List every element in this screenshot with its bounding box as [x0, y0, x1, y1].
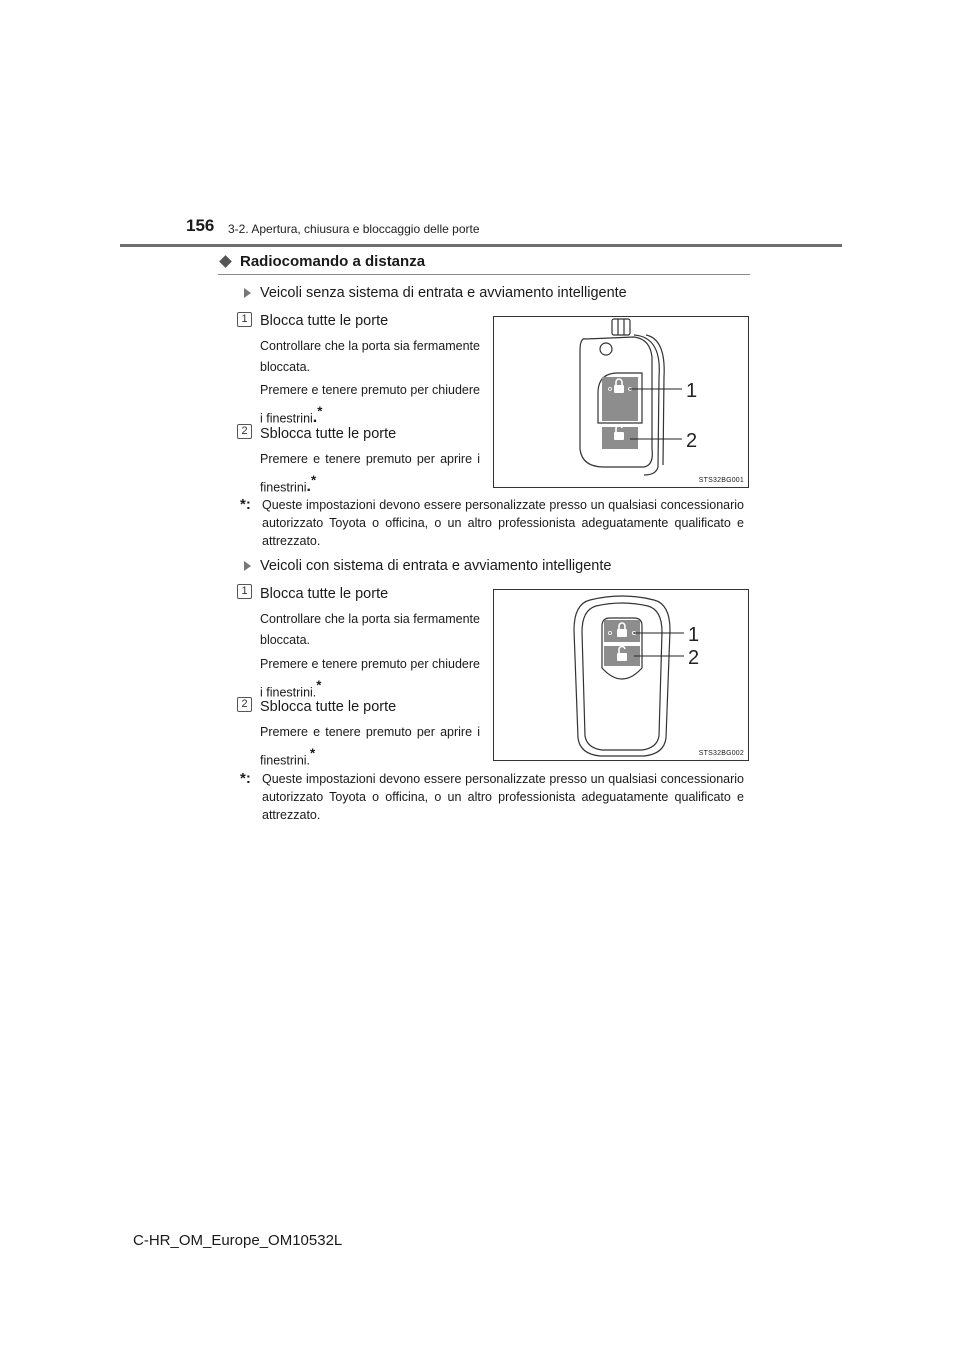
- step-title-lock: Blocca tutte le porte: [260, 586, 389, 602]
- footnote-asterisk: [316, 678, 322, 700]
- footnote-asterisk: [310, 746, 316, 768]
- key-fob-figure-1: [493, 316, 749, 488]
- header-divider: [120, 244, 842, 247]
- variant-heading-without-smart-entry: [244, 285, 627, 301]
- page-number: 156: [186, 216, 215, 235]
- step-title-unlock: Sblocca tutte le porte: [260, 699, 397, 715]
- step-description-text: Premere e tenere premuto per aprire i finestrini.: [260, 725, 480, 768]
- footnote-text: Queste impostazioni devono essere personalizzate presso un qualsiasi concessionario autorizzato Toyota o officina, o un altro professionista adeguatamente qualificato e attrezzato.: [262, 498, 744, 548]
- step-description-text: Premere e tenere premuto per chiudere i finestrini.: [260, 657, 480, 700]
- step-title-lock: Blocca tutte le porte: [260, 313, 389, 329]
- step-description: Controllare che la porta sia fermamente bloccata.: [260, 339, 480, 374]
- step-description-text: Premere e tenere premuto per chiudere i finestrini: [260, 383, 480, 426]
- footnote-text: Queste impostazioni devono essere personalizzate presso un qualsiasi concessionario autorizzato Toyota o officina, o un altro professionista adeguatamente qualificato e attrezzato.: [262, 772, 744, 822]
- document-footer-code: C-HR_OM_Europe_OM10532L: [133, 1232, 343, 1249]
- callout-2: 2: [686, 430, 698, 452]
- footnote-asterisk: .*: [312, 404, 323, 427]
- figure-code: STS32BG001: [698, 477, 744, 484]
- variant-text: Veicoli con sistema di entrata e avviamento intelligente: [260, 558, 612, 574]
- step-description: [260, 449, 480, 498]
- step-description: [260, 380, 480, 429]
- step-description: Controllare che la porta sia fermamente bloccata.: [260, 612, 480, 647]
- step-title-unlock: Sblocca tutte le porte: [260, 426, 397, 442]
- variant-text: Veicoli senza sistema di entrata e avviamento intelligente: [260, 285, 627, 301]
- triangle-bullet-icon: [244, 561, 251, 571]
- triangle-bullet-icon: [244, 288, 251, 298]
- footnote-1: [240, 496, 744, 550]
- step-description-text: Premere e tenere premuto per aprire i finestrini: [260, 452, 480, 495]
- asterisk-mark: *: [311, 473, 317, 488]
- section-breadcrumb: 3-2. Apertura, chiusura e bloccaggio delle porte: [228, 222, 480, 236]
- asterisk-mark: *: [316, 678, 322, 693]
- footnote-mark: *:: [240, 770, 251, 787]
- callout-2: 2: [688, 647, 700, 669]
- asterisk-mark: *: [310, 746, 316, 761]
- key-fob-figure-2: [493, 589, 749, 761]
- footnote-asterisk: .*: [306, 473, 317, 496]
- section-heading-text: Radiocomando a distanza: [240, 253, 426, 270]
- callout-1: 1: [686, 380, 698, 402]
- asterisk-mark: *: [317, 404, 323, 419]
- step-number-badge: 2: [237, 697, 252, 712]
- step-number-badge: 2: [237, 424, 252, 439]
- section-heading: [218, 253, 425, 270]
- footnote-2: [240, 770, 744, 824]
- step-description: [260, 722, 480, 771]
- footnote-mark: *:: [240, 496, 251, 513]
- callout-1: 1: [688, 624, 700, 646]
- smart-key-illustration: [494, 590, 750, 762]
- variant-heading-with-smart-entry: [244, 558, 611, 574]
- diamond-bullet-icon: [219, 255, 232, 268]
- step-description: [260, 654, 480, 703]
- heading-divider: [218, 274, 750, 275]
- step-number-badge: 1: [237, 584, 252, 599]
- step-number-badge: 1: [237, 312, 252, 327]
- figure-code: STS32BG002: [698, 750, 744, 757]
- key-fob-illustration: [494, 317, 750, 489]
